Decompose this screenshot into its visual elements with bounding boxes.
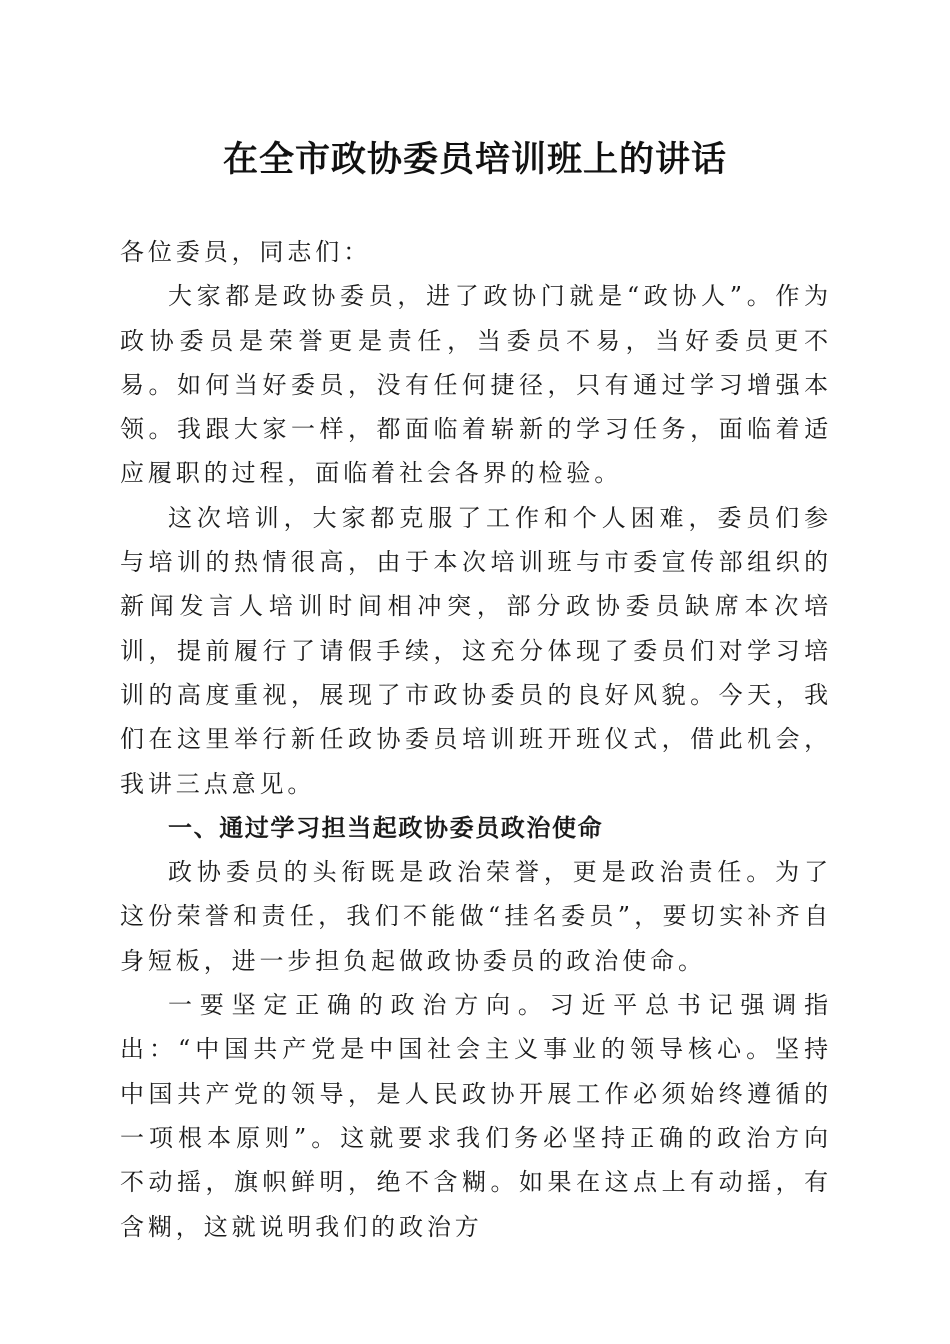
paragraph-section1-point1: 一要坚定正确的政治方向。习近平总书记强调指出：“中国共产党是中国社会主义事业的领导核心。坚持中国共产党的领导，是人民政协开展工作必须始终遵循的一项根本原则”。这就要求我们务必坚持正确的政治方向不动摇，旗帜鲜明，绝不含糊。如果在这点上有动摇，有含糊，这就说明我们的政治方 <box>120 991 832 1241</box>
paragraph-section1-intro: 政协委员的头衔既是政治荣誉，更是政治责任。为了这份荣誉和责任，我们不能做“挂名委员”，要切实补齐自身短板，进一步担负起做政协委员的政治使命。 <box>120 858 832 975</box>
document-body <box>120 230 832 1249</box>
paragraph-training: 这次培训，大家都克服了工作和个人困难，委员们参与培训的热情很高，由于本次培训班与市委宣传部组织的新闻发言人培训时间相冲突，部分政协委员缺席本次培训，提前履行了请假手续，这充分体现了委员们对学习培训的高度重视，展现了市政协委员的良好风貌。今天，我们在这里举行新任政协委员培训班开班仪式，借此机会，我讲三点意见。 <box>120 503 832 798</box>
document-title: 在全市政协委员培训班上的讲话 <box>222 139 727 180</box>
section-heading-1: 一、通过学习担当起政协委员政治使命 <box>168 813 604 842</box>
salutation: 各位委员，同志们： <box>120 238 372 266</box>
paragraph-intro: 大家都是政协委员，进了政协门就是“政协人”。作为政协委员是荣誉更是责任，当委员不易，当好委员更不易。如何当好委员，没有任何捷径，只有通过学习增强本领。我跟大家一样，都面临着崭新的学习任务，面临着适应履职的过程，面临着社会各界的检验。 <box>120 282 832 488</box>
